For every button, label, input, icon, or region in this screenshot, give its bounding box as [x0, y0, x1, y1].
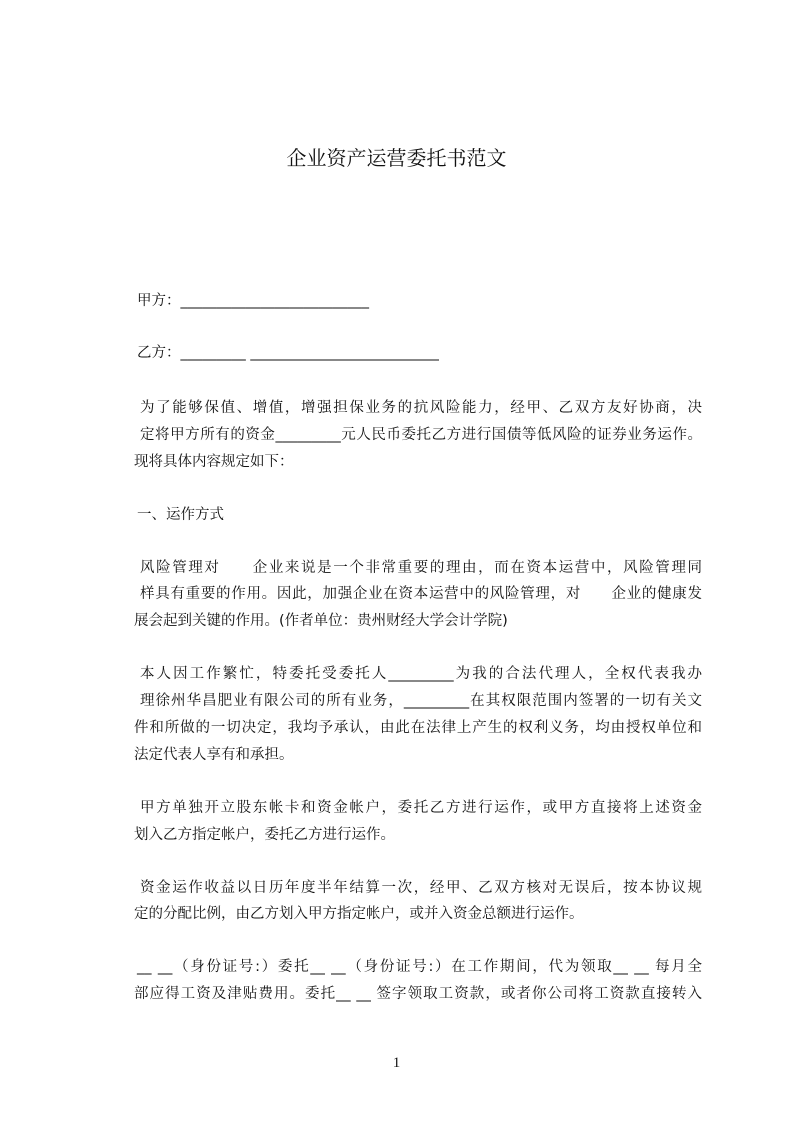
- text-line: 风险管理对 企业来说是一个非常重要的理由，而在资本运营中，风险管理同: [140, 560, 702, 576]
- text-line: 部应得工资及津贴费用。委托__ __ 签字领取工资款，或者你公司将工资款直接转入: [134, 986, 702, 1002]
- section-heading: 一、运作方式: [137, 507, 224, 523]
- text-line: 法定代表人享有和承担。: [134, 747, 294, 763]
- text-line: 样具有重要的作用。因此，加强企业在资本运营中的风险管理，对 企业的健康发: [140, 586, 702, 602]
- text-line: 本人因工作繁忙，特委托受委托人_________为我的合法代理人，全权代表我办: [140, 666, 702, 682]
- text-line: 展会起到关键的作用。(作者单位：贵州财经大学会计学院): [134, 613, 508, 629]
- text-line: 现将具体内容规定如下：: [134, 454, 294, 470]
- text-line: 甲方单独开立股东帐卡和资金帐户，委托乙方进行运作，或甲方直接将上述资金: [140, 800, 702, 816]
- party-a-line: 甲方：__________________________: [137, 293, 369, 309]
- text-line: __ __（身份证号:）委托__ __（身份证号:）在工作期间，代为领取__ __ 每月全: [137, 959, 702, 975]
- text-line: 定的分配比例，由乙方划入甲方指定帐户，或并入资金总额进行运作。: [134, 906, 584, 922]
- page-number: 1: [392, 1055, 401, 1071]
- text-line: 划入乙方指定帐户，委托乙方进行运作。: [134, 827, 395, 843]
- text-line: 资金运作收益以日历年度半年结算一次，经甲、乙双方核对无误后，按本协议规: [140, 880, 702, 896]
- text-line: 为了能够保值、增值，增强担保业务的抗风险能力，经甲、乙双方友好协商，决: [140, 400, 702, 416]
- text-line: 定将甲方所有的资金_________元人民币委托乙方进行国债等低风险的证券业务运作。: [140, 427, 702, 443]
- text-line: 理徐州华昌肥业有限公司的所有业务，_________在其权限范围内签署的一切有关文: [140, 693, 702, 709]
- party-b-line: 乙方：_________ __________________________: [137, 345, 439, 361]
- text-line: 件和所做的一切决定，我均予承认，由此在法律上产生的权利义务，均由授权单位和: [134, 720, 702, 736]
- document-title: 企业资产运营委托书范文: [286, 146, 507, 170]
